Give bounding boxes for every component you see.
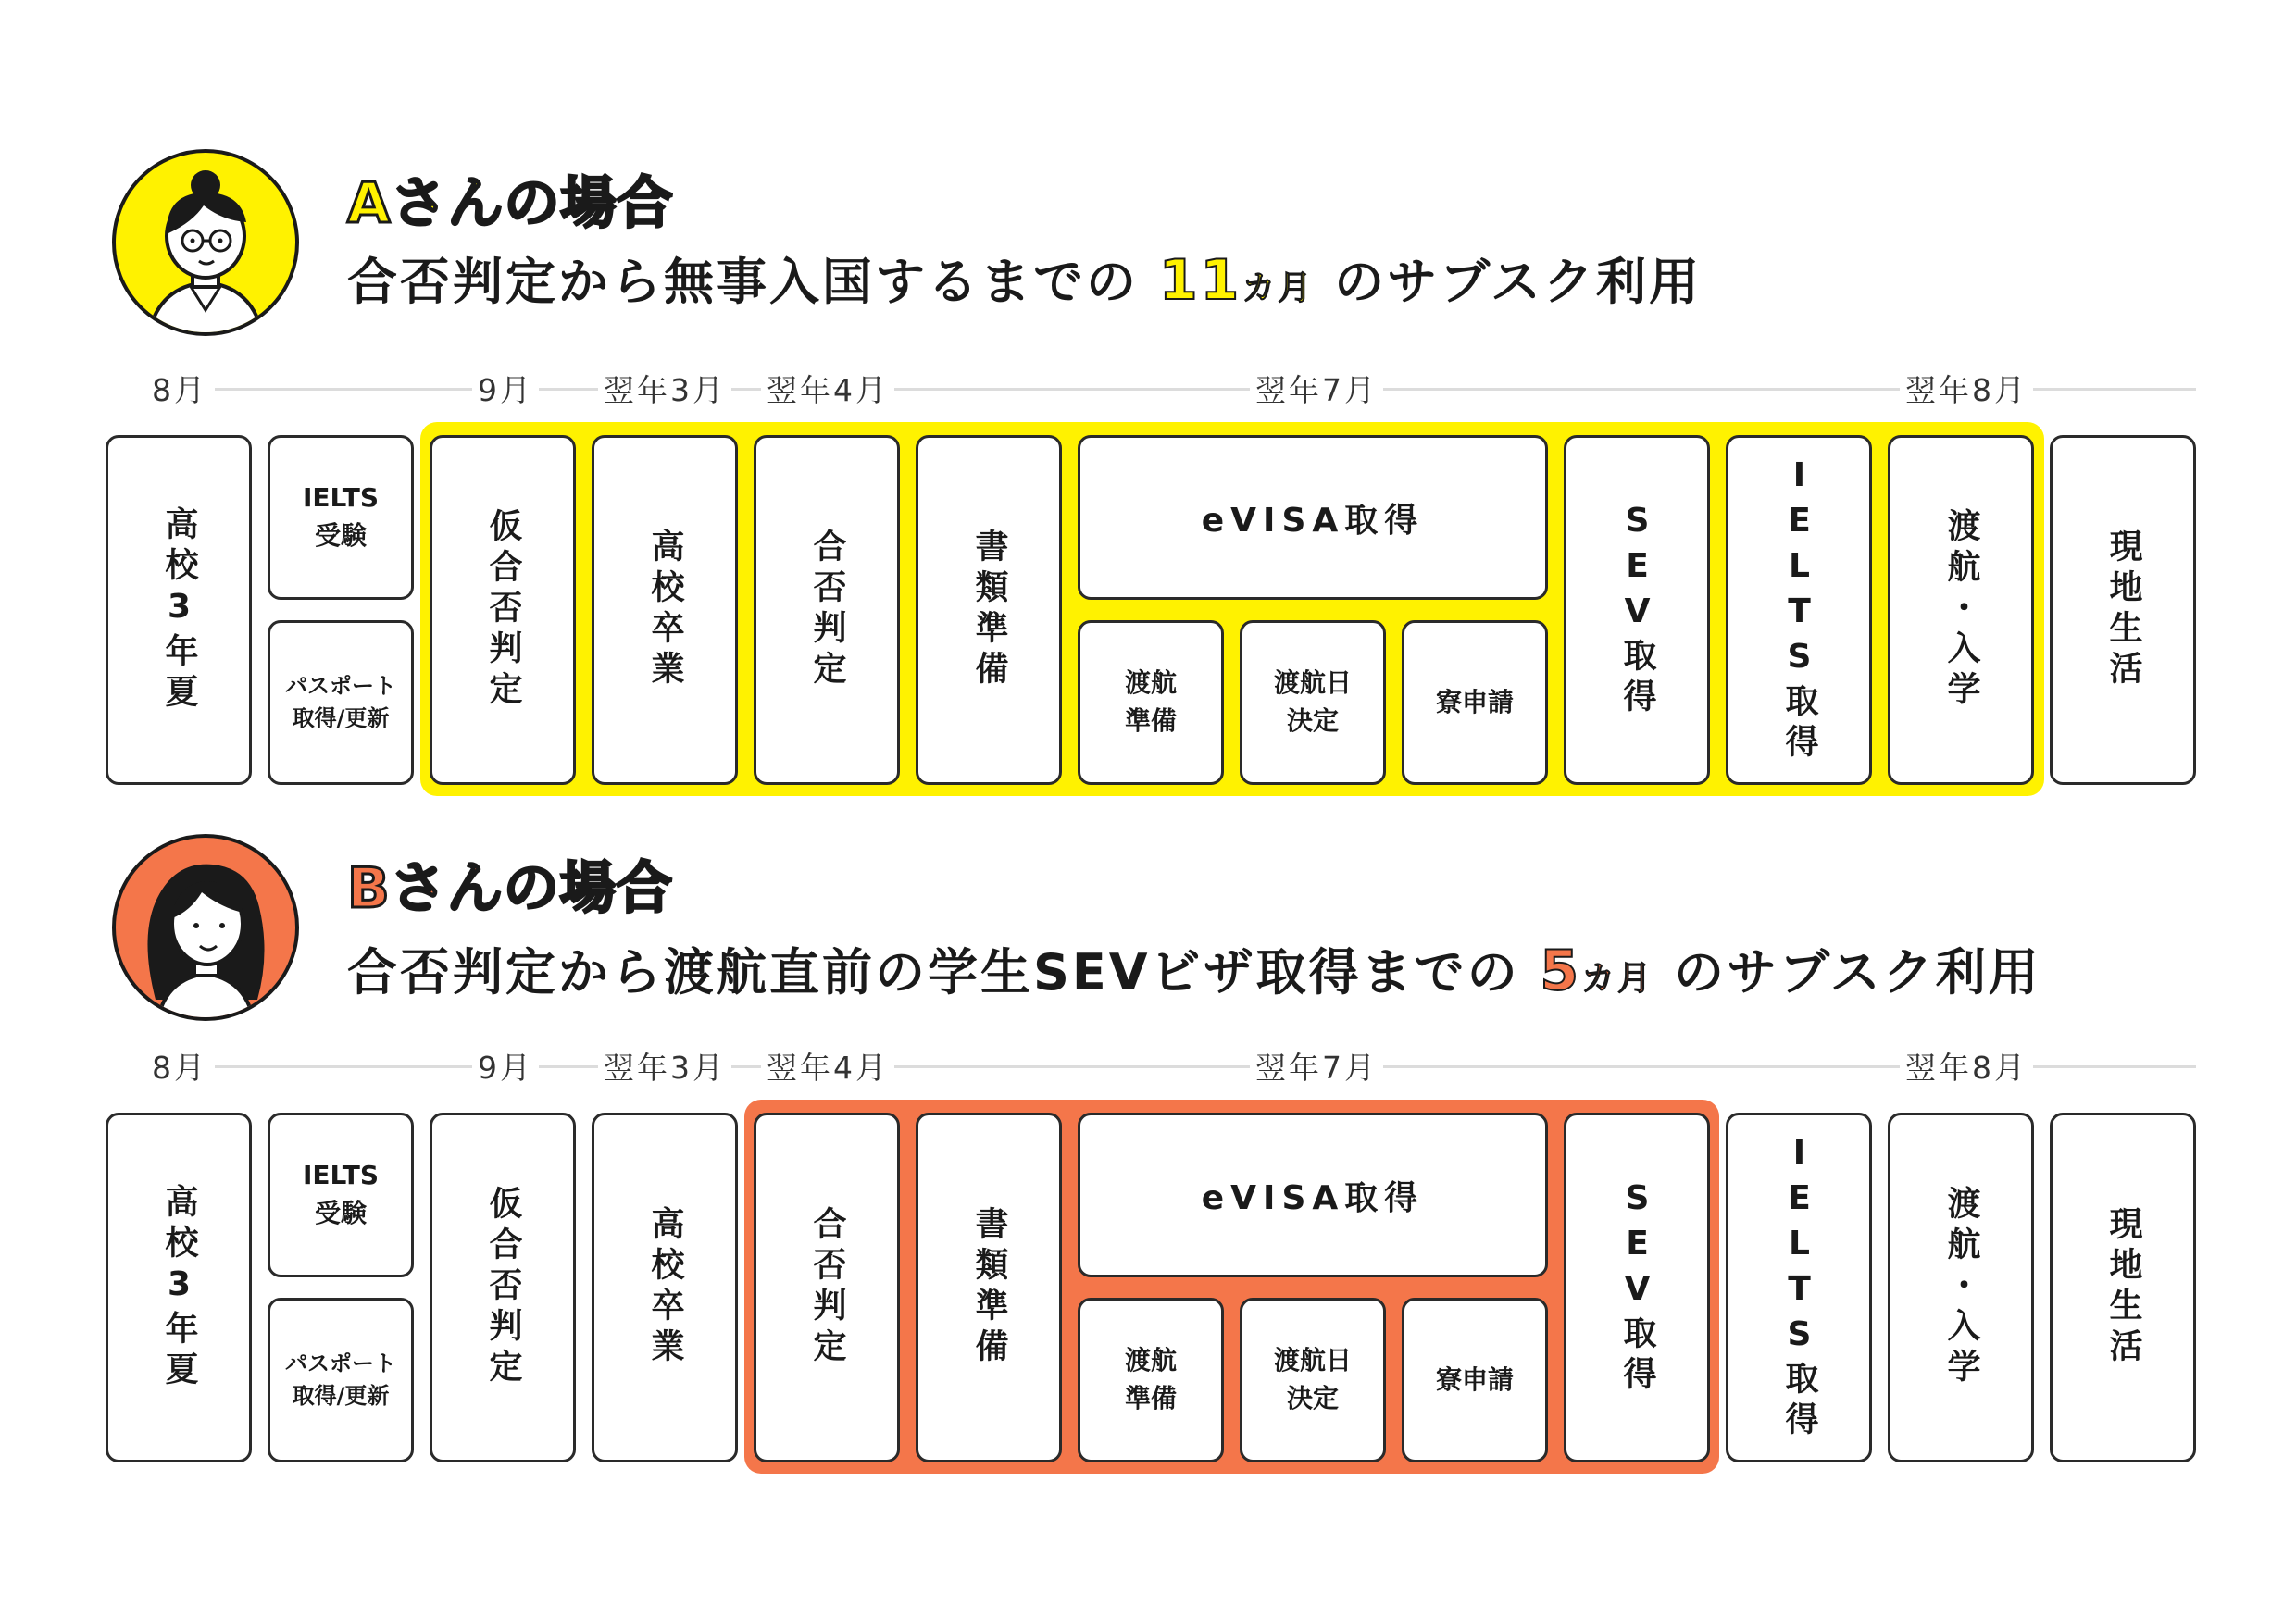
case-a-title: Aさんの場合 xyxy=(347,171,674,236)
step-departure: 渡航・入学 xyxy=(1888,1113,2034,1462)
step-departure: 渡航・入学 xyxy=(1888,435,2034,785)
step-documents: 書類準備 xyxy=(916,435,1062,785)
step-dorm-application: 寮申請 xyxy=(1402,1298,1548,1462)
step-graduation: 高校卒業 xyxy=(592,1113,738,1462)
step-travel-date: 渡航日 決定 xyxy=(1240,1298,1386,1462)
step-provisional-decision: 仮合否判定 xyxy=(430,1113,576,1462)
step-ielts-get: IELTS取得 xyxy=(1726,435,1872,785)
step-decision: 合否判定 xyxy=(754,435,900,785)
case-a-months-unit: カ月 xyxy=(1242,269,1315,307)
timeline-a-label: 翌年7月 xyxy=(1250,367,1383,410)
case-a-months-number: 11 xyxy=(1158,248,1242,313)
case-b-headline-post: のサブスク利用 xyxy=(1673,943,2041,1002)
timeline-a-label: 翌年4月 xyxy=(761,367,894,410)
timeline-b-label: 翌年8月 xyxy=(1900,1044,2033,1088)
timeline-b-label: 9月 xyxy=(472,1044,539,1088)
case-a-headline-post: のサブスク利用 xyxy=(1334,253,1702,311)
step-local-life: 現地生活 xyxy=(2050,1113,2196,1462)
step-passport: パスポート 取得/更新 xyxy=(268,620,414,785)
step-graduation: 高校卒業 xyxy=(592,435,738,785)
timeline-b-label: 翌年4月 xyxy=(761,1044,894,1088)
avatar-b-icon xyxy=(111,833,300,1022)
case-a-headline-pre: 合否判定から無事入国するまでの xyxy=(347,253,1139,311)
timeline-a-label: 翌年8月 xyxy=(1900,367,2033,410)
step-evisa: eVISA取得 xyxy=(1078,1113,1548,1277)
step-local-life: 現地生活 xyxy=(2050,435,2196,785)
timeline-a-label: 9月 xyxy=(472,367,539,410)
step-provisional-decision: 仮合否判定 xyxy=(430,435,576,785)
timeline-a-label: 翌年3月 xyxy=(598,367,731,410)
step-ielts-exam: IELTS 受験 xyxy=(268,435,414,600)
step-documents: 書類準備 xyxy=(916,1113,1062,1462)
step-travel-prep: 渡航 準備 xyxy=(1078,620,1224,785)
step-senior-summer: 高校3年夏 xyxy=(106,435,252,785)
step-ielts-get: IELTS取得 xyxy=(1726,1113,1872,1462)
avatar-a-icon xyxy=(111,148,300,337)
step-evisa: eVISA取得 xyxy=(1078,435,1548,600)
timeline-b-label: 翌年3月 xyxy=(598,1044,731,1088)
case-b-months-unit: カ月 xyxy=(1581,960,1654,998)
step-travel-date: 渡航日 決定 xyxy=(1240,620,1386,785)
case-b-months-number: 5 xyxy=(1540,939,1582,1003)
step-senior-summer: 高校3年夏 xyxy=(106,1113,252,1462)
timeline-a-label: 8月 xyxy=(146,367,213,410)
timeline-b-label: 翌年7月 xyxy=(1250,1044,1383,1088)
case-b-title: Bさんの場合 xyxy=(347,856,673,921)
step-passport: パスポート 取得/更新 xyxy=(268,1298,414,1462)
step-sev: SEV取得 xyxy=(1564,435,1710,785)
case-a-headline xyxy=(347,243,1702,314)
case-b-headline xyxy=(347,933,2041,1004)
step-ielts-exam: IELTS 受験 xyxy=(268,1113,414,1277)
step-travel-prep: 渡航 準備 xyxy=(1078,1298,1224,1462)
step-sev: SEV取得 xyxy=(1564,1113,1710,1462)
step-decision: 合否判定 xyxy=(754,1113,900,1462)
step-dorm-application: 寮申請 xyxy=(1402,620,1548,785)
case-b-headline-pre: 合否判定から渡航直前の学生SEVビザ取得までの xyxy=(347,943,1520,1002)
timeline-b-label: 8月 xyxy=(146,1044,213,1088)
